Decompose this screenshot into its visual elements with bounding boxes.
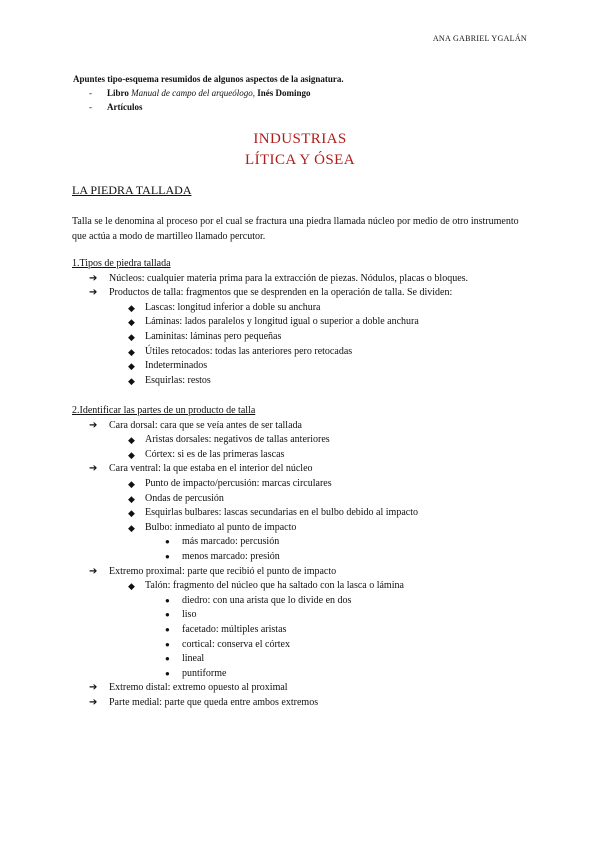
outline-item <box>72 565 418 580</box>
title-line-2: LÍTICA Y ÓSEA <box>245 152 355 168</box>
outline-item <box>72 535 418 550</box>
arrow-marker-icon: ➔ <box>89 565 98 577</box>
diamond-marker-icon: ◆ <box>128 508 135 519</box>
outline-tipos <box>72 257 468 388</box>
outline-item <box>72 492 418 507</box>
outline-item <box>72 272 468 287</box>
bullet-marker-icon: ● <box>165 610 170 620</box>
outline-item-text: Productos de talla: fragmentos que se desprenden en la operación de talla. Se dividen: <box>109 287 453 299</box>
arrow-marker-icon: ➔ <box>89 682 98 694</box>
dash-marker: - <box>89 102 92 112</box>
outline-item-text: Cara dorsal: cara que se veía antes de ser tallada <box>109 419 302 431</box>
diamond-marker-icon: ◆ <box>128 449 135 460</box>
outline-item-text: liso <box>182 609 197 621</box>
outline-item-text: Laminitas: láminas pero pequeñas <box>145 330 282 342</box>
outline-item-text: menos marcado: presión <box>182 550 280 562</box>
outline-item <box>72 579 418 594</box>
bullet-marker-icon: ● <box>165 551 170 561</box>
outline-item <box>72 696 418 711</box>
dash-marker: - <box>89 88 92 98</box>
outline-item-text: Esquirlas bulbares: lascas secundarias en el bulbo debido al impacto <box>145 507 418 519</box>
outline-item-text: más marcado: percusión <box>182 536 280 548</box>
section-heading: LA PIEDRA TALLADA <box>72 183 192 197</box>
bullet-marker-icon: ● <box>165 654 170 664</box>
outline-item-text: Extremo proximal: parte que recibió el punto de impacto <box>109 565 337 577</box>
page-title <box>0 129 600 171</box>
outline-item-text: puntiforme <box>182 667 227 679</box>
outline-item-text: Córtex: si es de las primeras lascas <box>145 448 285 460</box>
book-author: Inés Domingo <box>257 88 311 98</box>
outline-item-text: Útiles retocados: todas las anteriores pero retocadas <box>145 345 353 357</box>
outline-item <box>72 608 418 623</box>
outline-item-text: Lascas: longitud inferior a doble su anchura <box>145 301 321 313</box>
diamond-marker-icon: ◆ <box>128 493 135 504</box>
diamond-marker-icon: ◆ <box>128 346 135 357</box>
outline-item-text: Punto de impacto/percusión: marcas circulares <box>145 477 332 489</box>
outline-item-text: Cara ventral: la que estaba en el interior del núcleo <box>109 463 313 475</box>
intro-item-articles <box>73 100 344 114</box>
outline-item-text: Núcleos: cualquier materia prima para la extracción de piezas. Nódulos, placas o bloques. <box>109 272 469 284</box>
outline-heading: 1.Tipos de piedra tallada <box>72 258 171 269</box>
outline-item-text: Talón: fragmento del núcleo que ha saltado con la lasca o lámina <box>145 580 404 592</box>
outline-item <box>72 623 418 638</box>
diamond-marker-icon: ◆ <box>128 375 135 386</box>
outline-item-text: Parte medial: parte que queda entre ambos extremos <box>109 696 319 708</box>
diamond-marker-icon: ◆ <box>128 361 135 372</box>
outline-item <box>72 506 418 521</box>
outline-heading: 2.Identificar las partes de un producto de talla <box>72 405 256 416</box>
outline-item <box>72 359 468 374</box>
diamond-marker-icon: ◆ <box>128 331 135 342</box>
outline-item-text: Esquirlas: restos <box>145 374 211 386</box>
outline-item <box>72 681 418 696</box>
outline-item <box>72 345 468 360</box>
outline-item <box>72 448 418 463</box>
outline-item <box>72 521 418 536</box>
arrow-marker-icon: ➔ <box>89 287 98 299</box>
outline-item-text: Extremo distal: extremo opuesto al proximal <box>109 682 288 694</box>
outline-item-text: diedro: con una arista que lo divide en dos <box>182 594 352 606</box>
arrow-marker-icon: ➔ <box>89 272 98 284</box>
outline-partes <box>72 404 418 710</box>
bullet-marker-icon: ● <box>165 537 170 547</box>
outline-item <box>72 667 418 682</box>
outline-item <box>72 330 468 345</box>
bullet-marker-icon: ● <box>165 668 170 678</box>
bullet-marker-icon: ● <box>165 639 170 649</box>
outline-item <box>72 638 418 653</box>
section-paragraph: Talla se le denomina al proceso por el cual se fractura una piedra llamada núcleo por medio de otro instrumento que actúa a modo de martilleo llamado percutor. <box>72 216 519 242</box>
book-title: Manual de campo del arqueólogo, <box>131 88 255 98</box>
book-label: Libro <box>107 88 129 98</box>
outline-item-text: Ondas de percusión <box>145 492 224 504</box>
articles-label: Artículos <box>107 102 143 112</box>
arrow-marker-icon: ➔ <box>89 463 98 475</box>
diamond-marker-icon: ◆ <box>128 522 135 533</box>
diamond-marker-icon: ◆ <box>128 581 135 592</box>
bullet-marker-icon: ● <box>165 624 170 634</box>
outline-item-text: lineal <box>182 653 205 665</box>
outline-item <box>72 419 418 434</box>
outline-item-text: Bulbo: inmediato al punto de impacto <box>145 521 297 533</box>
intro-block <box>73 72 344 114</box>
outline-item <box>72 286 468 301</box>
author-header: ANA GABRIEL YGALÁN <box>432 34 527 43</box>
outline-item <box>72 462 418 477</box>
outline-item <box>72 652 418 667</box>
diamond-marker-icon: ◆ <box>128 435 135 446</box>
outline-item-text: cortical: conserva el córtex <box>182 638 290 650</box>
outline-item <box>72 315 468 330</box>
bullet-marker-icon: ● <box>165 595 170 605</box>
outline-item <box>72 477 418 492</box>
outline-item <box>72 374 468 389</box>
diamond-marker-icon: ◆ <box>128 302 135 313</box>
title-line-1: INDUSTRIAS <box>253 131 347 147</box>
diamond-marker-icon: ◆ <box>128 317 135 328</box>
outline-item-text: Indeterminados <box>145 360 208 372</box>
intro-item-book <box>73 86 344 100</box>
arrow-marker-icon: ➔ <box>89 696 98 708</box>
outline-item-text: Aristas dorsales: negativos de tallas anteriores <box>145 434 330 446</box>
outline-item-text: Láminas: lados paralelos y longitud igual o superior a doble anchura <box>145 316 419 328</box>
outline-item <box>72 550 418 565</box>
outline-item <box>72 301 468 316</box>
arrow-marker-icon: ➔ <box>89 419 98 431</box>
outline-item-text: facetado: múltiples aristas <box>182 623 287 635</box>
outline-item <box>72 433 418 448</box>
diamond-marker-icon: ◆ <box>128 478 135 489</box>
outline-item <box>72 594 418 609</box>
intro-line: Apuntes tipo-esquema resumidos de algunos aspectos de la asignatura. <box>73 74 344 84</box>
